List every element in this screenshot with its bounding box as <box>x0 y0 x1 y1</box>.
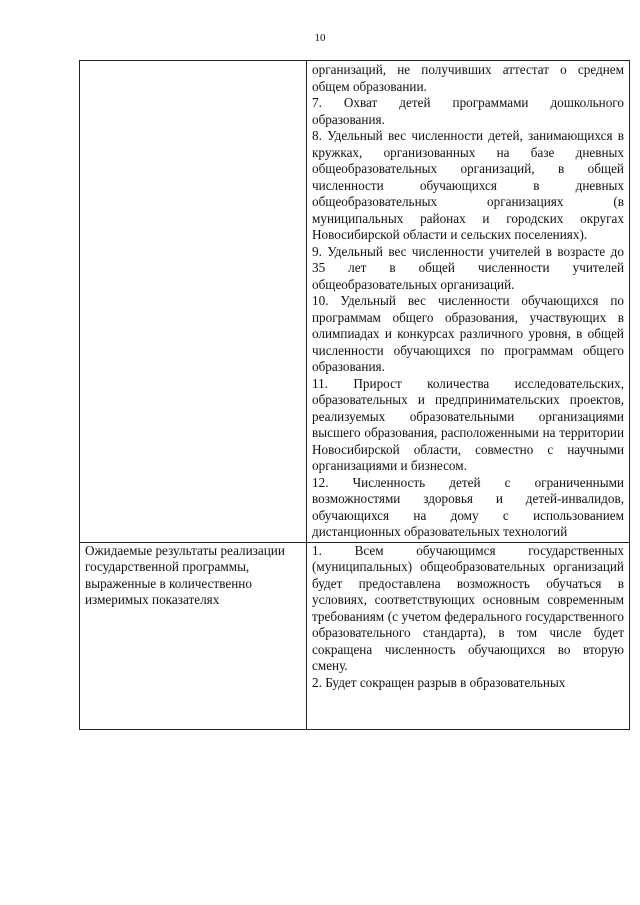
indicator-paragraph-9: 9. Удельный вес численности учителей в возрасте до 35 лет в общей численности учителей общеобразовательных организаций. <box>312 243 624 292</box>
table-row-indicators <box>80 61 630 543</box>
result-paragraph-2: 2. Будет сокращен разрыв в образовательных <box>312 674 566 690</box>
expected-results-cell <box>307 542 630 729</box>
indicator-paragraph-6-cont: организаций, не получивших аттестат о среднем общем образовании. <box>312 62 624 94</box>
row-label-indicators <box>80 61 307 543</box>
table-row-expected-results <box>80 542 630 729</box>
indicator-paragraph-10: 10. Удельный вес численности обучающихся по программам общего образования, участвующих в олимпиадах и конкурсах различного уровня, в общей численности обучающихся по программам общего образования. <box>312 293 624 374</box>
indicators-cell <box>307 61 630 543</box>
program-passport-table <box>79 60 630 730</box>
row-label-expected-results: Ожидаемые результаты реализации государственной программы, выраженные в количественно измеримых показателях <box>80 542 307 729</box>
indicator-paragraph-11: 11. Прирост количества исследовательских, образовательных и предпринимательских проектов, реализуемых образовательными организациями высшего образования, расположенными на территории Новосибирской области, совместно с научными организациями и бизнесом. <box>312 375 624 473</box>
page-number: 10 <box>314 32 326 44</box>
indicator-paragraph-12: 12. Численность детей с ограниченными возможностями здоровья и детей-инвалидов, обучающихся на дому с использованием дистанционных образовательных технологий <box>312 474 624 539</box>
indicator-paragraph-8: 8. Удельный вес численности детей, занимающихся в кружках, организованных на базе дневных общеобразовательных организаций, в общей численности обучающихся в дневных общеобразовательных организациях (в муниципальных районах и городских округах Новосибирской области и сельских поселениях). <box>312 128 624 242</box>
result-paragraph-1: 1. Всем обучающимся государственных (муниципальных) общеобразовательных организаций будет предоставлена возможность обучаться в условиях, соответствующих основным современным требованиям (с учетом федерального государственного образовательного стандарта), в том числе будет сокращена численность обучающихся во вторую смену. <box>312 542 624 673</box>
indicator-paragraph-7: 7. Охват детей программами дошкольного образования. <box>312 95 624 127</box>
